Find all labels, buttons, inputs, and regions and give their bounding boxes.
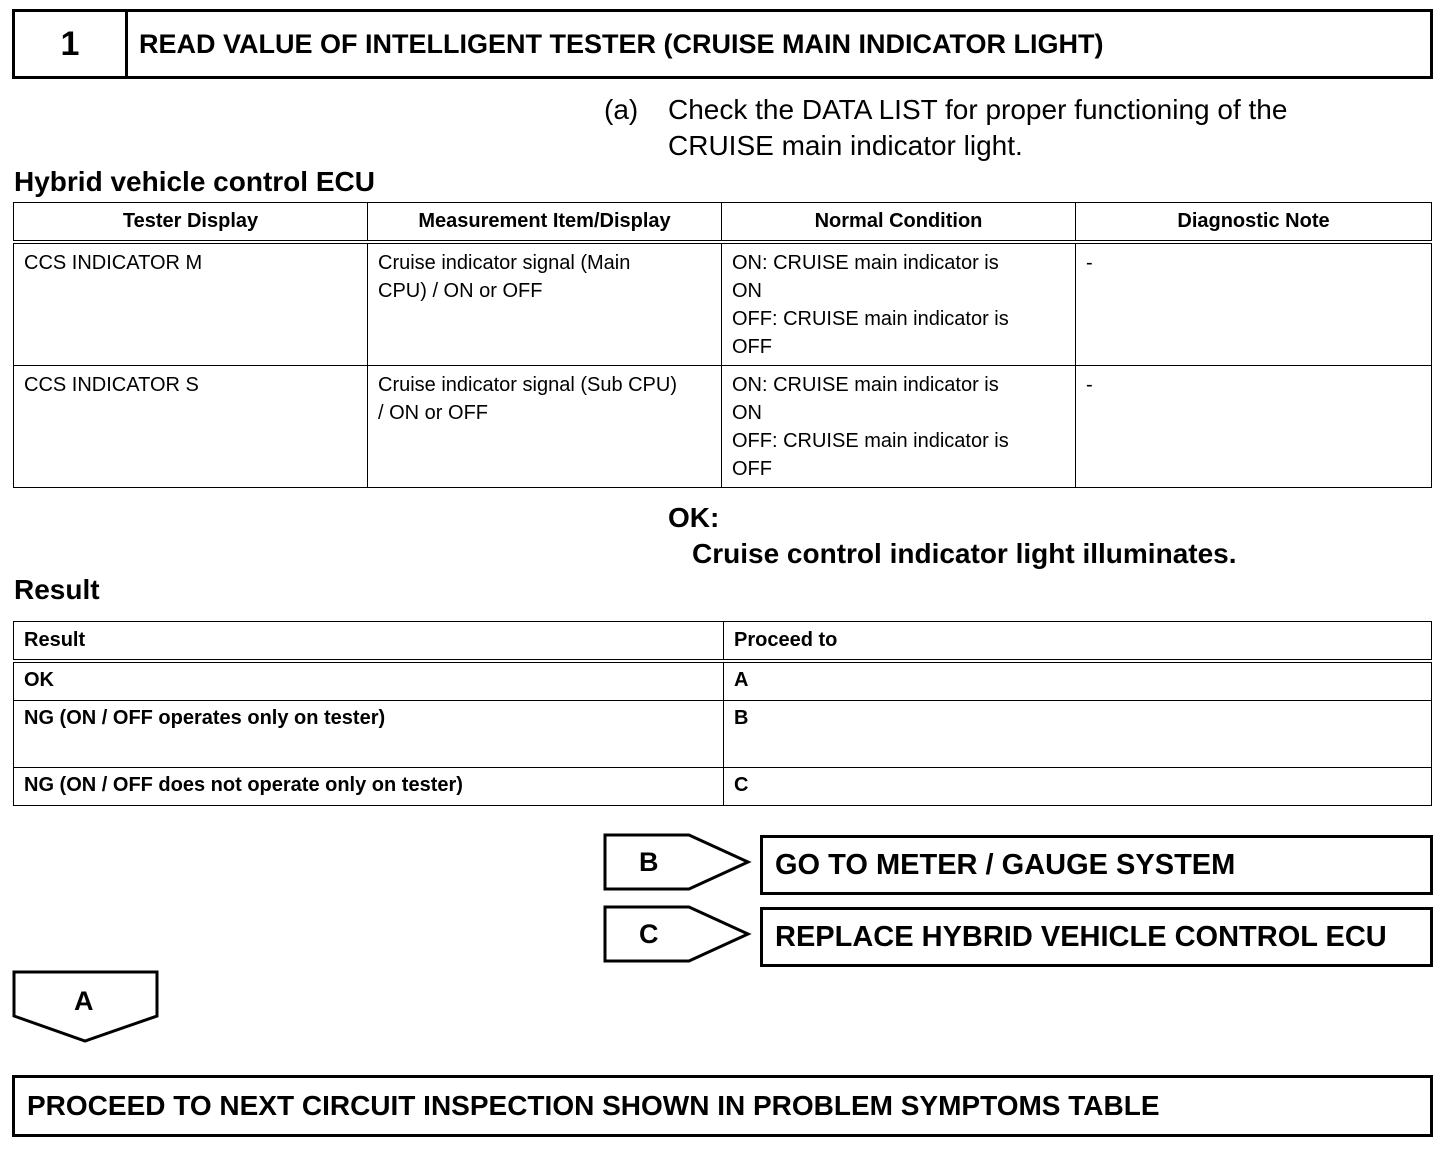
col-header-tester-display: Tester Display xyxy=(14,203,368,243)
measurement-line: Cruise indicator signal (Main xyxy=(378,252,631,274)
condition-line: OFF: CRUISE main indicator is xyxy=(732,308,1009,330)
branch-a-label: A xyxy=(74,986,94,1016)
branch-b-label: B xyxy=(639,847,659,877)
condition-line: OFF xyxy=(732,336,772,358)
step-header xyxy=(12,9,1433,79)
go-to-meter-gauge-text: GO TO METER / GAUGE SYSTEM xyxy=(775,848,1236,881)
cell-proceed: B xyxy=(724,700,1432,767)
ok-label: OK: xyxy=(668,502,720,533)
step-number: 1 xyxy=(15,12,128,76)
cell-measurement xyxy=(368,242,722,366)
branch-c-label: C xyxy=(639,919,659,949)
col-header-diagnostic-note: Diagnostic Note xyxy=(1076,203,1432,243)
condition-line: OFF xyxy=(732,458,772,480)
condition-line: ON: CRUISE main indicator is xyxy=(732,374,999,396)
table-row xyxy=(14,366,1432,488)
instruction-line-1: Check the DATA LIST for proper functioning of the xyxy=(668,94,1288,125)
cell-normal-condition xyxy=(722,366,1076,488)
condition-line: ON xyxy=(732,402,762,424)
cell-result: NG (ON / OFF does not operate only on tester) xyxy=(14,767,724,805)
go-to-meter-gauge-box[interactable] xyxy=(760,835,1433,895)
table-row xyxy=(14,242,1432,366)
result-heading: Result xyxy=(14,574,100,605)
ok-text: Cruise control indicator light illuminates. xyxy=(692,538,1237,569)
col-header-result: Result xyxy=(14,622,724,662)
replace-ecu-box[interactable] xyxy=(760,907,1433,967)
cell-measurement xyxy=(368,366,722,488)
table-header-row xyxy=(14,622,1432,662)
branch-b-arrow-icon[interactable] xyxy=(603,833,753,891)
data-table-heading: Hybrid vehicle control ECU xyxy=(14,166,375,197)
table-row xyxy=(14,661,1432,700)
cell-proceed: C xyxy=(724,767,1432,805)
instruction-line-2: CRUISE main indicator light. xyxy=(668,130,1023,161)
result-table xyxy=(13,621,1432,806)
branch-a-arrow-icon[interactable] xyxy=(12,970,160,1044)
cell-diagnostic-note: - xyxy=(1076,366,1432,488)
col-header-measurement: Measurement Item/Display xyxy=(368,203,722,243)
cell-tester-display: CCS INDICATOR S xyxy=(14,366,368,488)
proceed-next-inspection-box[interactable] xyxy=(12,1075,1433,1137)
condition-line: ON xyxy=(732,280,762,302)
proceed-next-inspection-text: PROCEED TO NEXT CIRCUIT INSPECTION SHOWN IN PROBLEM SYMPTOMS TABLE xyxy=(27,1090,1160,1121)
condition-line: OFF: CRUISE main indicator is xyxy=(732,430,1009,452)
cell-result: NG (ON / OFF operates only on tester) xyxy=(14,700,724,767)
table-row xyxy=(14,700,1432,767)
col-header-proceed-to: Proceed to xyxy=(724,622,1432,662)
measurement-line: CPU) / ON or OFF xyxy=(378,280,543,302)
cell-diagnostic-note: - xyxy=(1076,242,1432,366)
cell-result: OK xyxy=(14,661,724,700)
branch-c-arrow-icon[interactable] xyxy=(603,905,753,963)
replace-ecu-text: REPLACE HYBRID VEHICLE CONTROL ECU xyxy=(775,920,1387,953)
col-header-normal-condition: Normal Condition xyxy=(722,203,1076,243)
data-list-table xyxy=(13,202,1432,488)
condition-line: ON: CRUISE main indicator is xyxy=(732,252,999,274)
instruction-marker: (a) xyxy=(604,94,639,125)
cell-normal-condition xyxy=(722,242,1076,366)
measurement-line: / ON or OFF xyxy=(378,402,488,424)
cell-proceed: A xyxy=(724,661,1432,700)
table-row xyxy=(14,767,1432,805)
step-title: READ VALUE OF INTELLIGENT TESTER (CRUISE MAIN INDICATOR LIGHT) xyxy=(139,28,1104,59)
table-header-row xyxy=(14,203,1432,243)
cell-tester-display: CCS INDICATOR M xyxy=(14,242,368,366)
measurement-line: Cruise indicator signal (Sub CPU) xyxy=(378,374,678,396)
